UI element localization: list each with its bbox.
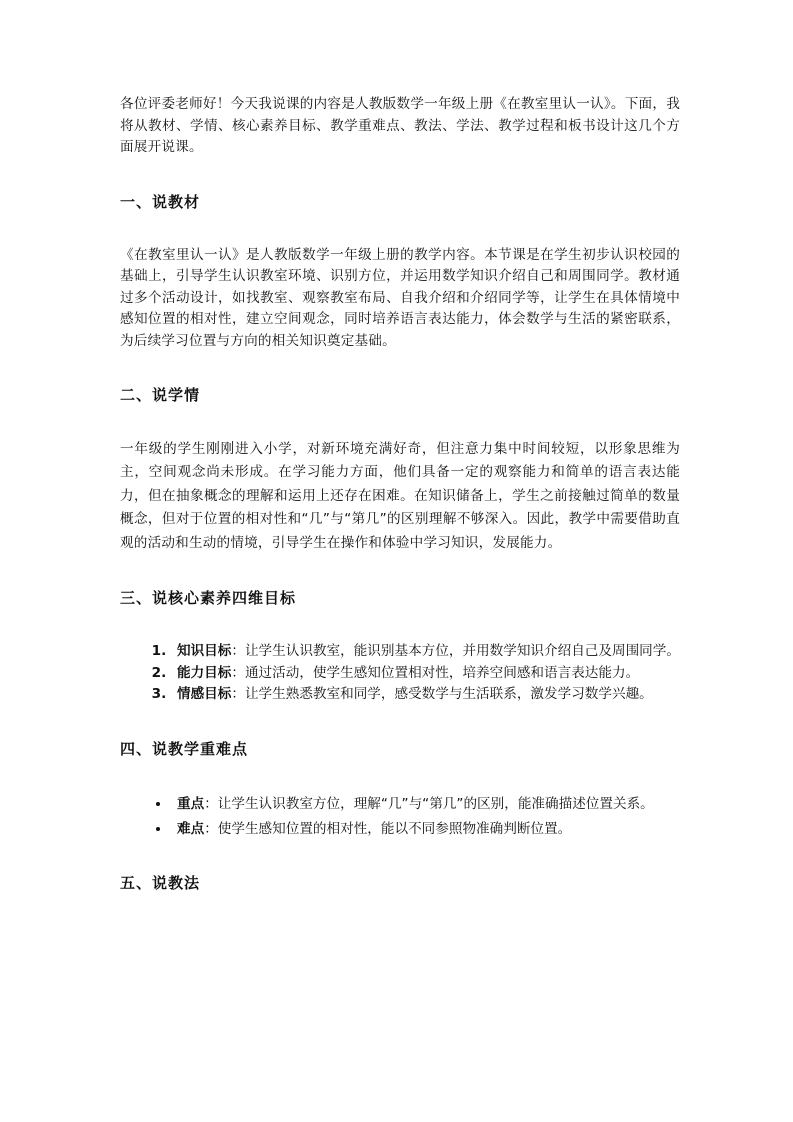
goal-text: ：让学生认识教室，能识别基本方位，并用数学知识介绍自己及周围同学。	[231, 643, 680, 660]
goal-label: 能力目标	[177, 664, 232, 681]
goals-list	[120, 641, 680, 706]
section-2-body: 一年级的学生刚刚进入小学，对新环境充满好奇，但注意力集中时间较短，以形象思维为主，空间观念尚未形成。在学习能力方面，他们具备一定的观察能力和简单的语言表达能力，但在抽象概念的理解和运用上还存在困难。在知识储备上，学生之前接触过简单的数量概念，但对于位置的相对性和“几”与“第几”的区别理解不够深入。因此，教学中需要借助直观的活动和生动的情境，引导学生在操作和体验中学习知识，发展能力。	[120, 441, 680, 551]
list-item	[171, 792, 680, 817]
intro-paragraph: 各位评委老师好！今天我说课的内容是人教版数学一年级上册《在教室里认一认》。下面，我将从教材、学情、核心素养目标、教学重难点、教法、学法、教学过程和板书设计这几个方面展开说课。	[120, 96, 680, 155]
section-5-heading: 五、说教法	[120, 874, 201, 893]
goal-label: 情感目标	[177, 686, 232, 703]
key-label: 重点	[177, 795, 205, 812]
key-label: 难点	[177, 820, 205, 837]
key-text: ：使学生感知位置的相对性，能以不同参照物准确判断位置。	[204, 820, 572, 837]
section-2-heading: 二、说学情	[120, 386, 201, 404]
list-item	[171, 641, 680, 663]
goal-text: ：通过活动，使学生感知位置相对性，培养空间感和语言表达能力。	[231, 664, 640, 681]
list-item	[171, 819, 680, 841]
key-text: ：让学生认识教室方位，理解“几”与“第几”的区别，能准确描述位置关系。	[204, 795, 654, 812]
goal-text: ：让学生熟悉教室和同学，感受数学与生活联系，激发学习数学兴趣。	[231, 686, 653, 703]
document-page	[120, 94, 680, 926]
list-item	[171, 684, 680, 706]
key-points-list	[120, 792, 680, 841]
section-1-heading: 一、说教材	[120, 192, 201, 211]
goal-label: 知识目标	[177, 643, 232, 660]
list-item	[171, 663, 680, 685]
section-3-heading: 三、说核心素养四维目标	[120, 589, 297, 608]
section-1-body: 《在教室里认一认》是人教版数学一年级上册的教学内容。本节课是在学生初步认识校园的基础上，引导学生认识教室环境、识别方位，并运用数学知识介绍自己和周围同学。教材通过多个活动设计，如找教室、观察教室布局、自我介绍和介绍同学等，让学生在具体情境中感知位置的相对性，建立空间观念，同时培养语言表达能力，体会数学与生活的紧密联系，为后续学习位置与方向的相关知识奠定基础。	[120, 246, 680, 349]
section-4-heading: 四、说教学重难点	[120, 739, 249, 758]
